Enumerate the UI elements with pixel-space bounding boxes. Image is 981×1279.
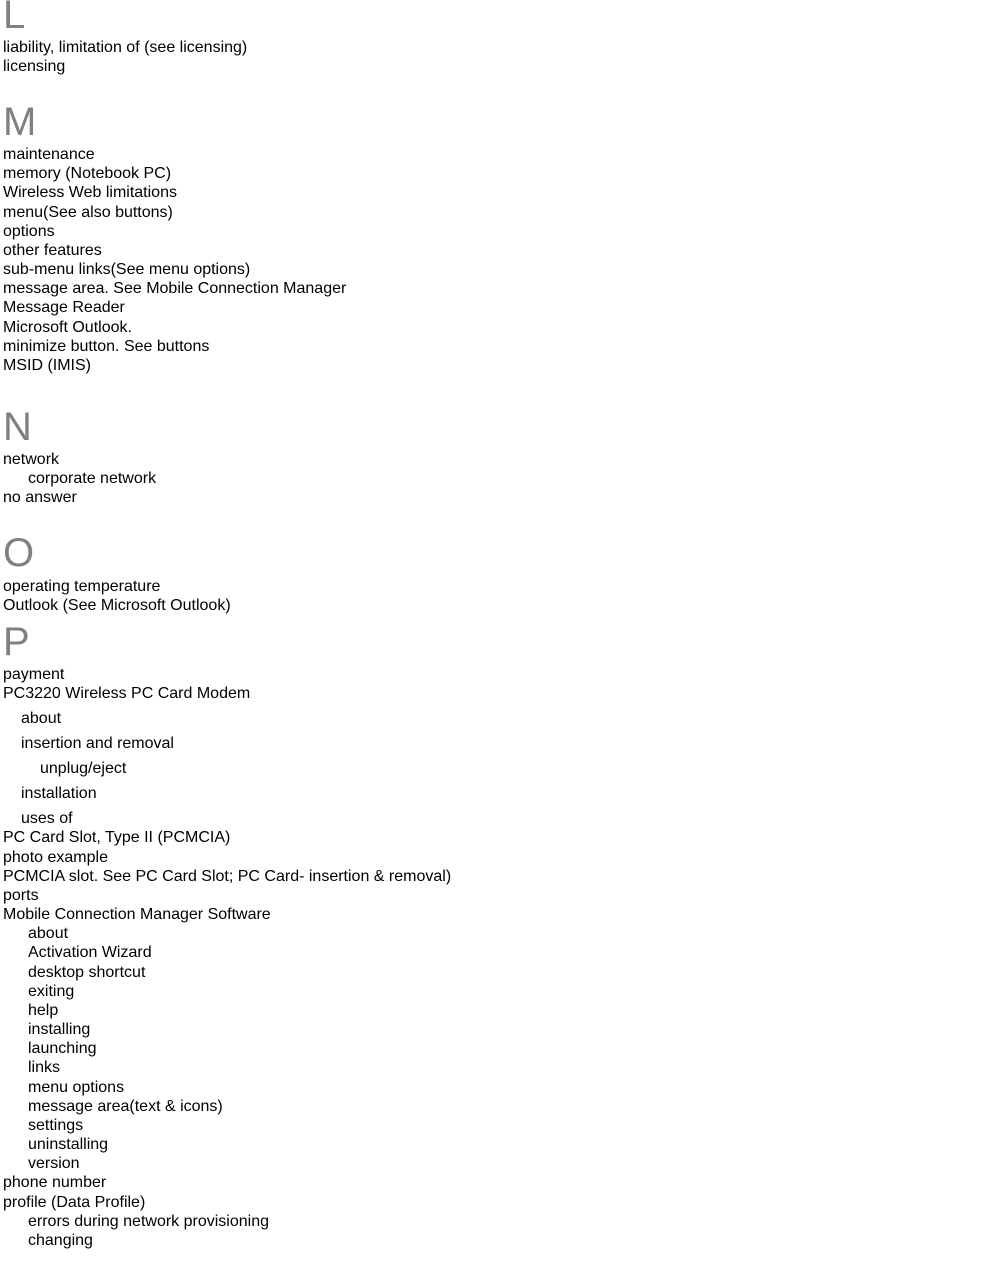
- index-subentry-uses-of[interactable]: uses of: [21, 810, 73, 827]
- index-subentry-activation-wizard[interactable]: Activation Wizard: [28, 944, 152, 961]
- index-entry-liability[interactable]: liability, limitation of (see licensing): [3, 39, 248, 56]
- index-entry-mobile-connection-manager[interactable]: Mobile Connection Manager Software: [3, 906, 271, 923]
- section-letter-l: L: [3, 0, 26, 37]
- index-entry-maintenance[interactable]: maintenance: [3, 146, 95, 163]
- index-subentry-installing[interactable]: installing: [28, 1021, 91, 1038]
- index-subentry-mcm-about[interactable]: about: [28, 925, 69, 942]
- index-entry-menu[interactable]: menu(See also buttons): [3, 204, 173, 221]
- index-subentry-installation[interactable]: installation: [21, 785, 97, 802]
- index-entry-payment[interactable]: payment: [3, 666, 65, 683]
- index-subentry-help[interactable]: help: [28, 1002, 59, 1019]
- index-subentry-launching[interactable]: launching: [28, 1040, 97, 1057]
- index-entry-photo-example[interactable]: photo example: [3, 849, 108, 866]
- index-subentry-desktop-shortcut[interactable]: desktop shortcut: [28, 964, 146, 981]
- index-subentry-changing[interactable]: changing: [28, 1232, 93, 1249]
- index-entry-licensing[interactable]: licensing: [3, 58, 66, 75]
- index-entry-no-answer[interactable]: no answer: [3, 489, 77, 506]
- index-subentry-provisioning-errors[interactable]: errors during network provisioning: [28, 1213, 269, 1230]
- section-letter-o: O: [3, 531, 35, 575]
- index-subentry-menu-options[interactable]: menu options: [28, 1079, 125, 1096]
- index-entry-network[interactable]: network: [3, 451, 60, 468]
- index-subentry-insertion-removal[interactable]: insertion and removal: [21, 735, 174, 752]
- index-entry-memory[interactable]: memory (Notebook PC): [3, 165, 172, 182]
- index-subentry-unplug-eject[interactable]: unplug/eject: [40, 760, 127, 777]
- index-subentry-exiting[interactable]: exiting: [28, 983, 75, 1000]
- index-subentry-version[interactable]: version: [28, 1155, 80, 1172]
- index-entry-other-features[interactable]: other features: [3, 242, 102, 259]
- index-entry-wireless-web-limitations[interactable]: Wireless Web limitations: [3, 184, 177, 201]
- index-entry-minimize-button[interactable]: minimize button. See buttons: [3, 338, 210, 355]
- index-entry-pcmcia-slot[interactable]: PCMCIA slot. See PC Card Slot; PC Card- insertion & removal): [3, 868, 452, 885]
- index-entry-sub-menu-links[interactable]: sub-menu links(See menu options): [3, 261, 251, 278]
- index-entry-profile[interactable]: profile (Data Profile): [3, 1194, 146, 1211]
- index-entry-microsoft-outlook[interactable]: Microsoft Outlook.: [3, 319, 132, 336]
- index-entry-msid[interactable]: MSID (IMIS): [3, 357, 91, 374]
- index-entry-pc3220-modem[interactable]: PC3220 Wireless PC Card Modem: [3, 685, 251, 702]
- index-entry-message-area[interactable]: message area. See Mobile Connection Manager: [3, 280, 347, 297]
- index-entry-pc-card-slot[interactable]: PC Card Slot, Type II (PCMCIA): [3, 829, 231, 846]
- index-subentry-uninstalling[interactable]: uninstalling: [28, 1136, 109, 1153]
- index-entry-options[interactable]: options: [3, 223, 55, 240]
- index-entry-phone-number[interactable]: phone number: [3, 1174, 107, 1191]
- section-letter-n: N: [3, 405, 32, 449]
- index-entry-ports[interactable]: ports: [3, 887, 39, 904]
- index-entry-outlook[interactable]: Outlook (See Microsoft Outlook): [3, 597, 231, 614]
- index-subentry-message-area[interactable]: message area(text & icons): [28, 1098, 223, 1115]
- section-letter-m: M: [3, 100, 37, 144]
- index-entry-operating-temperature[interactable]: operating temperature: [3, 578, 161, 595]
- index-subentry-links[interactable]: links: [28, 1059, 61, 1076]
- index-subentry-modem-about[interactable]: about: [21, 710, 62, 727]
- index-entry-message-reader[interactable]: Message Reader: [3, 299, 125, 316]
- index-subentry-settings[interactable]: settings: [28, 1117, 84, 1134]
- index-subentry-corporate-network[interactable]: corporate network: [28, 470, 157, 487]
- section-letter-p: P: [3, 620, 30, 664]
